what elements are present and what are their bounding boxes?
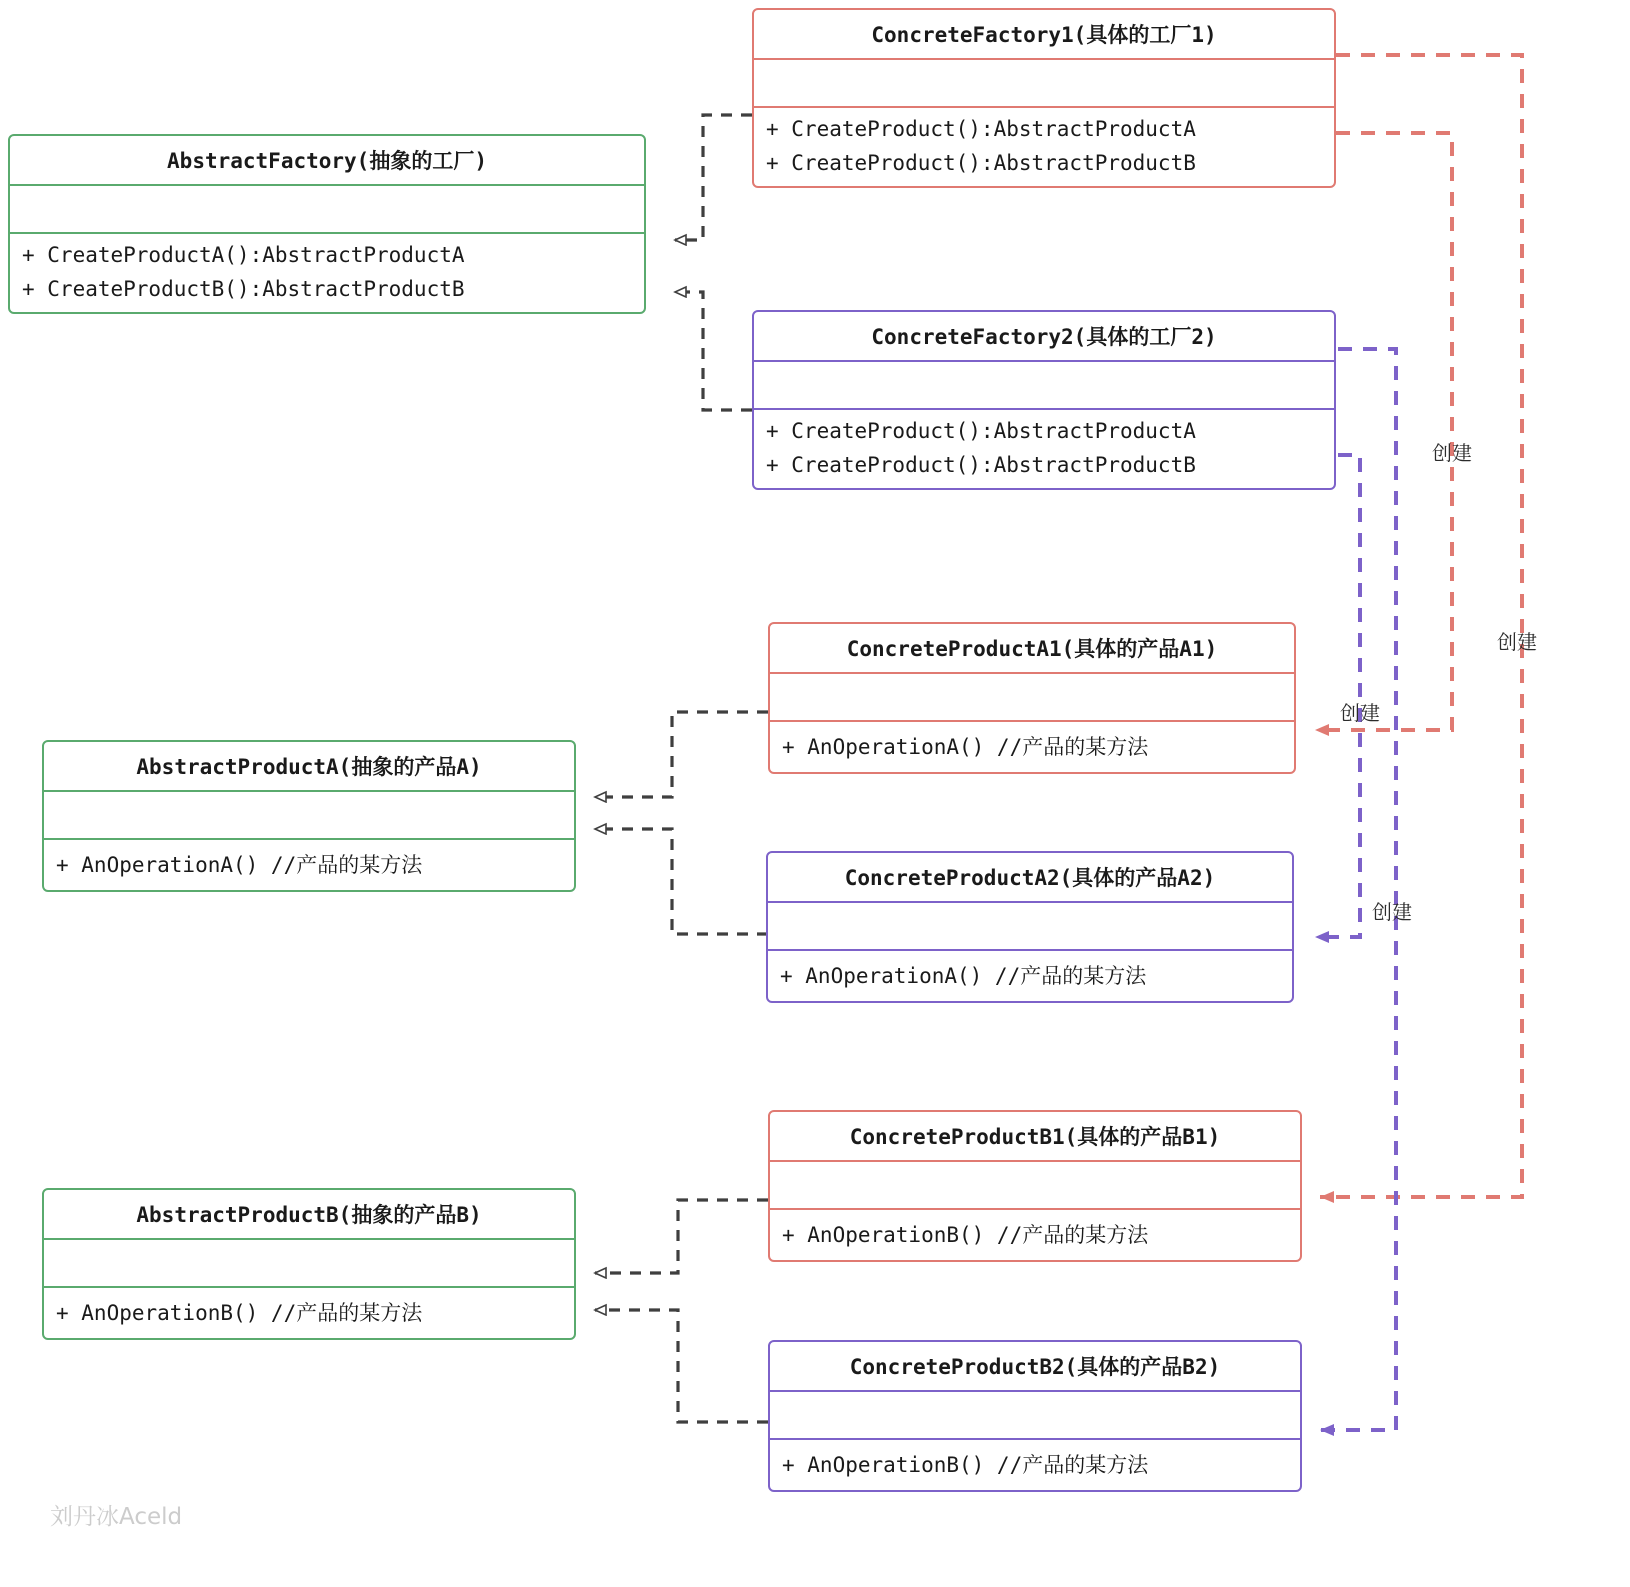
class-operation: + CreateProduct():AbstractProductA xyxy=(766,419,1196,443)
class-title: ConcreteProductB1(具体的产品B1) xyxy=(849,1125,1221,1149)
class-title: ConcreteProductA1(具体的产品A1) xyxy=(846,637,1218,661)
class-operations xyxy=(770,1210,1300,1260)
class-title: ConcreteFactory2(具体的工厂2) xyxy=(871,325,1217,349)
class-title: AbstractProductB(抽象的产品B) xyxy=(136,1203,482,1227)
class-operations xyxy=(768,951,1292,1001)
class-operation: + AnOperationA() //产品的某方法 xyxy=(780,964,1147,988)
class-concrete-product-a2[interactable] xyxy=(766,851,1294,1003)
class-operations xyxy=(770,722,1294,772)
edge-label-create-f1-b1: 创建 xyxy=(1432,441,1472,465)
class-attributes xyxy=(44,792,574,838)
class-abstract-factory[interactable] xyxy=(8,134,646,314)
class-operations xyxy=(44,840,574,890)
class-operations xyxy=(754,108,1334,186)
class-concrete-product-b2[interactable] xyxy=(768,1340,1302,1492)
class-attributes xyxy=(754,60,1334,106)
class-operation: + CreateProduct():AbstractProductA xyxy=(766,117,1196,141)
class-concrete-factory-1[interactable] xyxy=(752,8,1336,188)
class-abstract-product-a[interactable] xyxy=(42,740,576,892)
class-attributes xyxy=(770,674,1294,720)
class-operations xyxy=(10,234,644,312)
class-concrete-factory-2[interactable] xyxy=(752,310,1336,490)
class-operation: + AnOperationB() //产品的某方法 xyxy=(782,1223,1149,1247)
class-operation: + AnOperationA() //产品的某方法 xyxy=(56,853,423,877)
class-operations xyxy=(754,410,1334,488)
class-operation: + CreateProduct():AbstractProductB xyxy=(766,151,1196,175)
class-title: ConcreteFactory1(具体的工厂1) xyxy=(871,23,1217,47)
class-operations xyxy=(770,1440,1300,1490)
class-concrete-product-b1[interactable] xyxy=(768,1110,1302,1262)
edge-label-create-f2-a2: 创建 xyxy=(1340,701,1380,725)
class-operation: + CreateProductB():AbstractProductB xyxy=(22,277,465,301)
class-operation: + AnOperationB() //产品的某方法 xyxy=(56,1301,423,1325)
class-attributes xyxy=(770,1162,1300,1208)
class-title: AbstractProductA(抽象的产品A) xyxy=(136,755,482,779)
class-attributes xyxy=(10,186,644,232)
class-operations xyxy=(44,1288,574,1338)
class-operation: + AnOperationA() //产品的某方法 xyxy=(782,735,1149,759)
watermark: 刘丹冰Aceld xyxy=(50,1504,183,1530)
class-operation: + CreateProductA():AbstractProductA xyxy=(22,243,465,267)
edge-label-create-f2-b2: 创建 xyxy=(1372,900,1412,924)
class-attributes xyxy=(754,362,1334,408)
class-title: ConcreteProductA2(具体的产品A2) xyxy=(844,866,1216,890)
class-title: AbstractFactory(抽象的工厂) xyxy=(167,149,487,173)
class-attributes xyxy=(44,1240,574,1286)
class-title: ConcreteProductB2(具体的产品B2) xyxy=(849,1355,1221,1379)
edge-label-create-f1-a1: 创建 xyxy=(1497,630,1537,654)
class-attributes xyxy=(768,903,1292,949)
class-abstract-product-b[interactable] xyxy=(42,1188,576,1340)
class-operation: + AnOperationB() //产品的某方法 xyxy=(782,1453,1149,1477)
class-operation: + CreateProduct():AbstractProductB xyxy=(766,453,1196,477)
class-attributes xyxy=(770,1392,1300,1438)
class-concrete-product-a1[interactable] xyxy=(768,622,1296,774)
